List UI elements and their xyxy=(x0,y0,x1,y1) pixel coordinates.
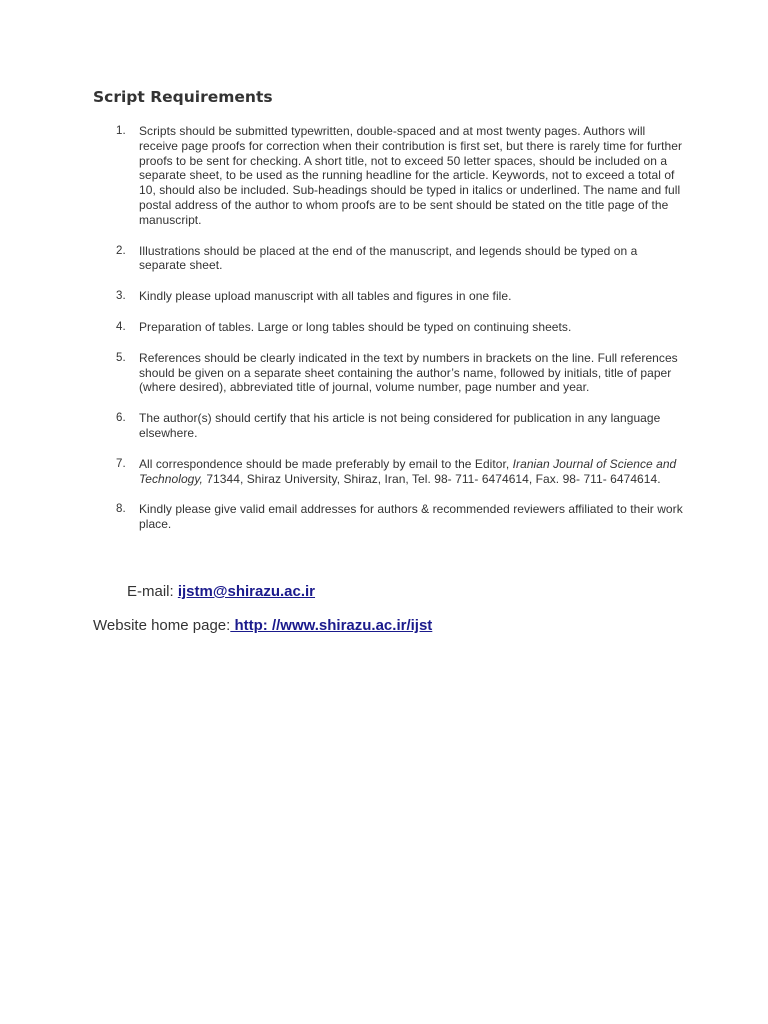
list-item xyxy=(93,244,683,274)
journal-name: Iranian Journal of Science and Technology, xyxy=(139,456,677,486)
list-item xyxy=(93,320,683,335)
item-text: Kindly please upload manuscript with all tables and figures in one file. xyxy=(139,289,512,304)
website-line xyxy=(93,617,432,634)
item-text-before: All correspondence should be made preferably by email to the Editor, xyxy=(139,456,513,471)
item-text: The author(s) should certify that his article is not being considered for publication in any language elsewhere. xyxy=(139,411,661,440)
item-number: 5. xyxy=(116,351,126,364)
requirements-list xyxy=(93,124,683,548)
list-item xyxy=(93,457,683,487)
item-number: 6. xyxy=(116,412,126,425)
website-label: Website home page: xyxy=(93,617,231,634)
item-text: References should be clearly indicated in the text by numbers in brackets on the line. Full references should be given on a separate sheet containing the author’s name, followed by initials, title of paper (where desired), abbreviated title of journal, volume number, page number and year. xyxy=(139,350,678,395)
list-item xyxy=(93,289,683,304)
item-number: 8. xyxy=(116,503,126,516)
email-line xyxy=(127,583,315,600)
item-text: Preparation of tables. Large or long tables should be typed on continuing sheets. xyxy=(139,319,572,334)
item-text: Scripts should be submitted typewritten, double-spaced and at most twenty pages. Authors will receive page proofs for correction when their contribution is first set, but there is rarely time for further proofs to be sent for checking. A short title, not to exceed 50 letter spaces, should be included on a separate sheet, to be used as the running headline for the article. Keywords, not to exceed a total of 10, should also be included. Sub-headings should be typed in italics or underlined. The name and full postal address of the author to whom proofs are to be sent should be stated on the title page of the manuscript. xyxy=(139,124,683,227)
list-item xyxy=(93,411,683,441)
item-text: Kindly please give valid email addresses for authors & recommended reviewers affiliated to their work place. xyxy=(139,502,683,532)
email-label: E-mail: xyxy=(127,583,178,600)
item-text-after: 71344, Shiraz University, Shiraz, Iran, Tel. 98- 711- 6474614, Fax. 98- 711- 6474614. xyxy=(202,471,661,486)
item-number: 2. xyxy=(116,244,126,257)
list-item xyxy=(93,502,683,532)
list-item xyxy=(93,124,683,228)
list-item xyxy=(93,351,683,395)
item-number: 3. xyxy=(116,290,126,303)
website-link[interactable]: http: //www.shirazu.ac.ir/ijst xyxy=(230,617,433,634)
item-number: 7. xyxy=(116,457,126,470)
item-text xyxy=(139,457,676,486)
item-number: 1. xyxy=(116,125,126,137)
page-title: Script Requirements xyxy=(93,88,273,106)
email-link[interactable]: ijstm@shirazu.ac.ir xyxy=(177,583,316,600)
item-number: 4. xyxy=(116,320,126,333)
item-text: Illustrations should be placed at the end of the manuscript, and legends should be typed on a separate sheet. xyxy=(139,243,638,273)
